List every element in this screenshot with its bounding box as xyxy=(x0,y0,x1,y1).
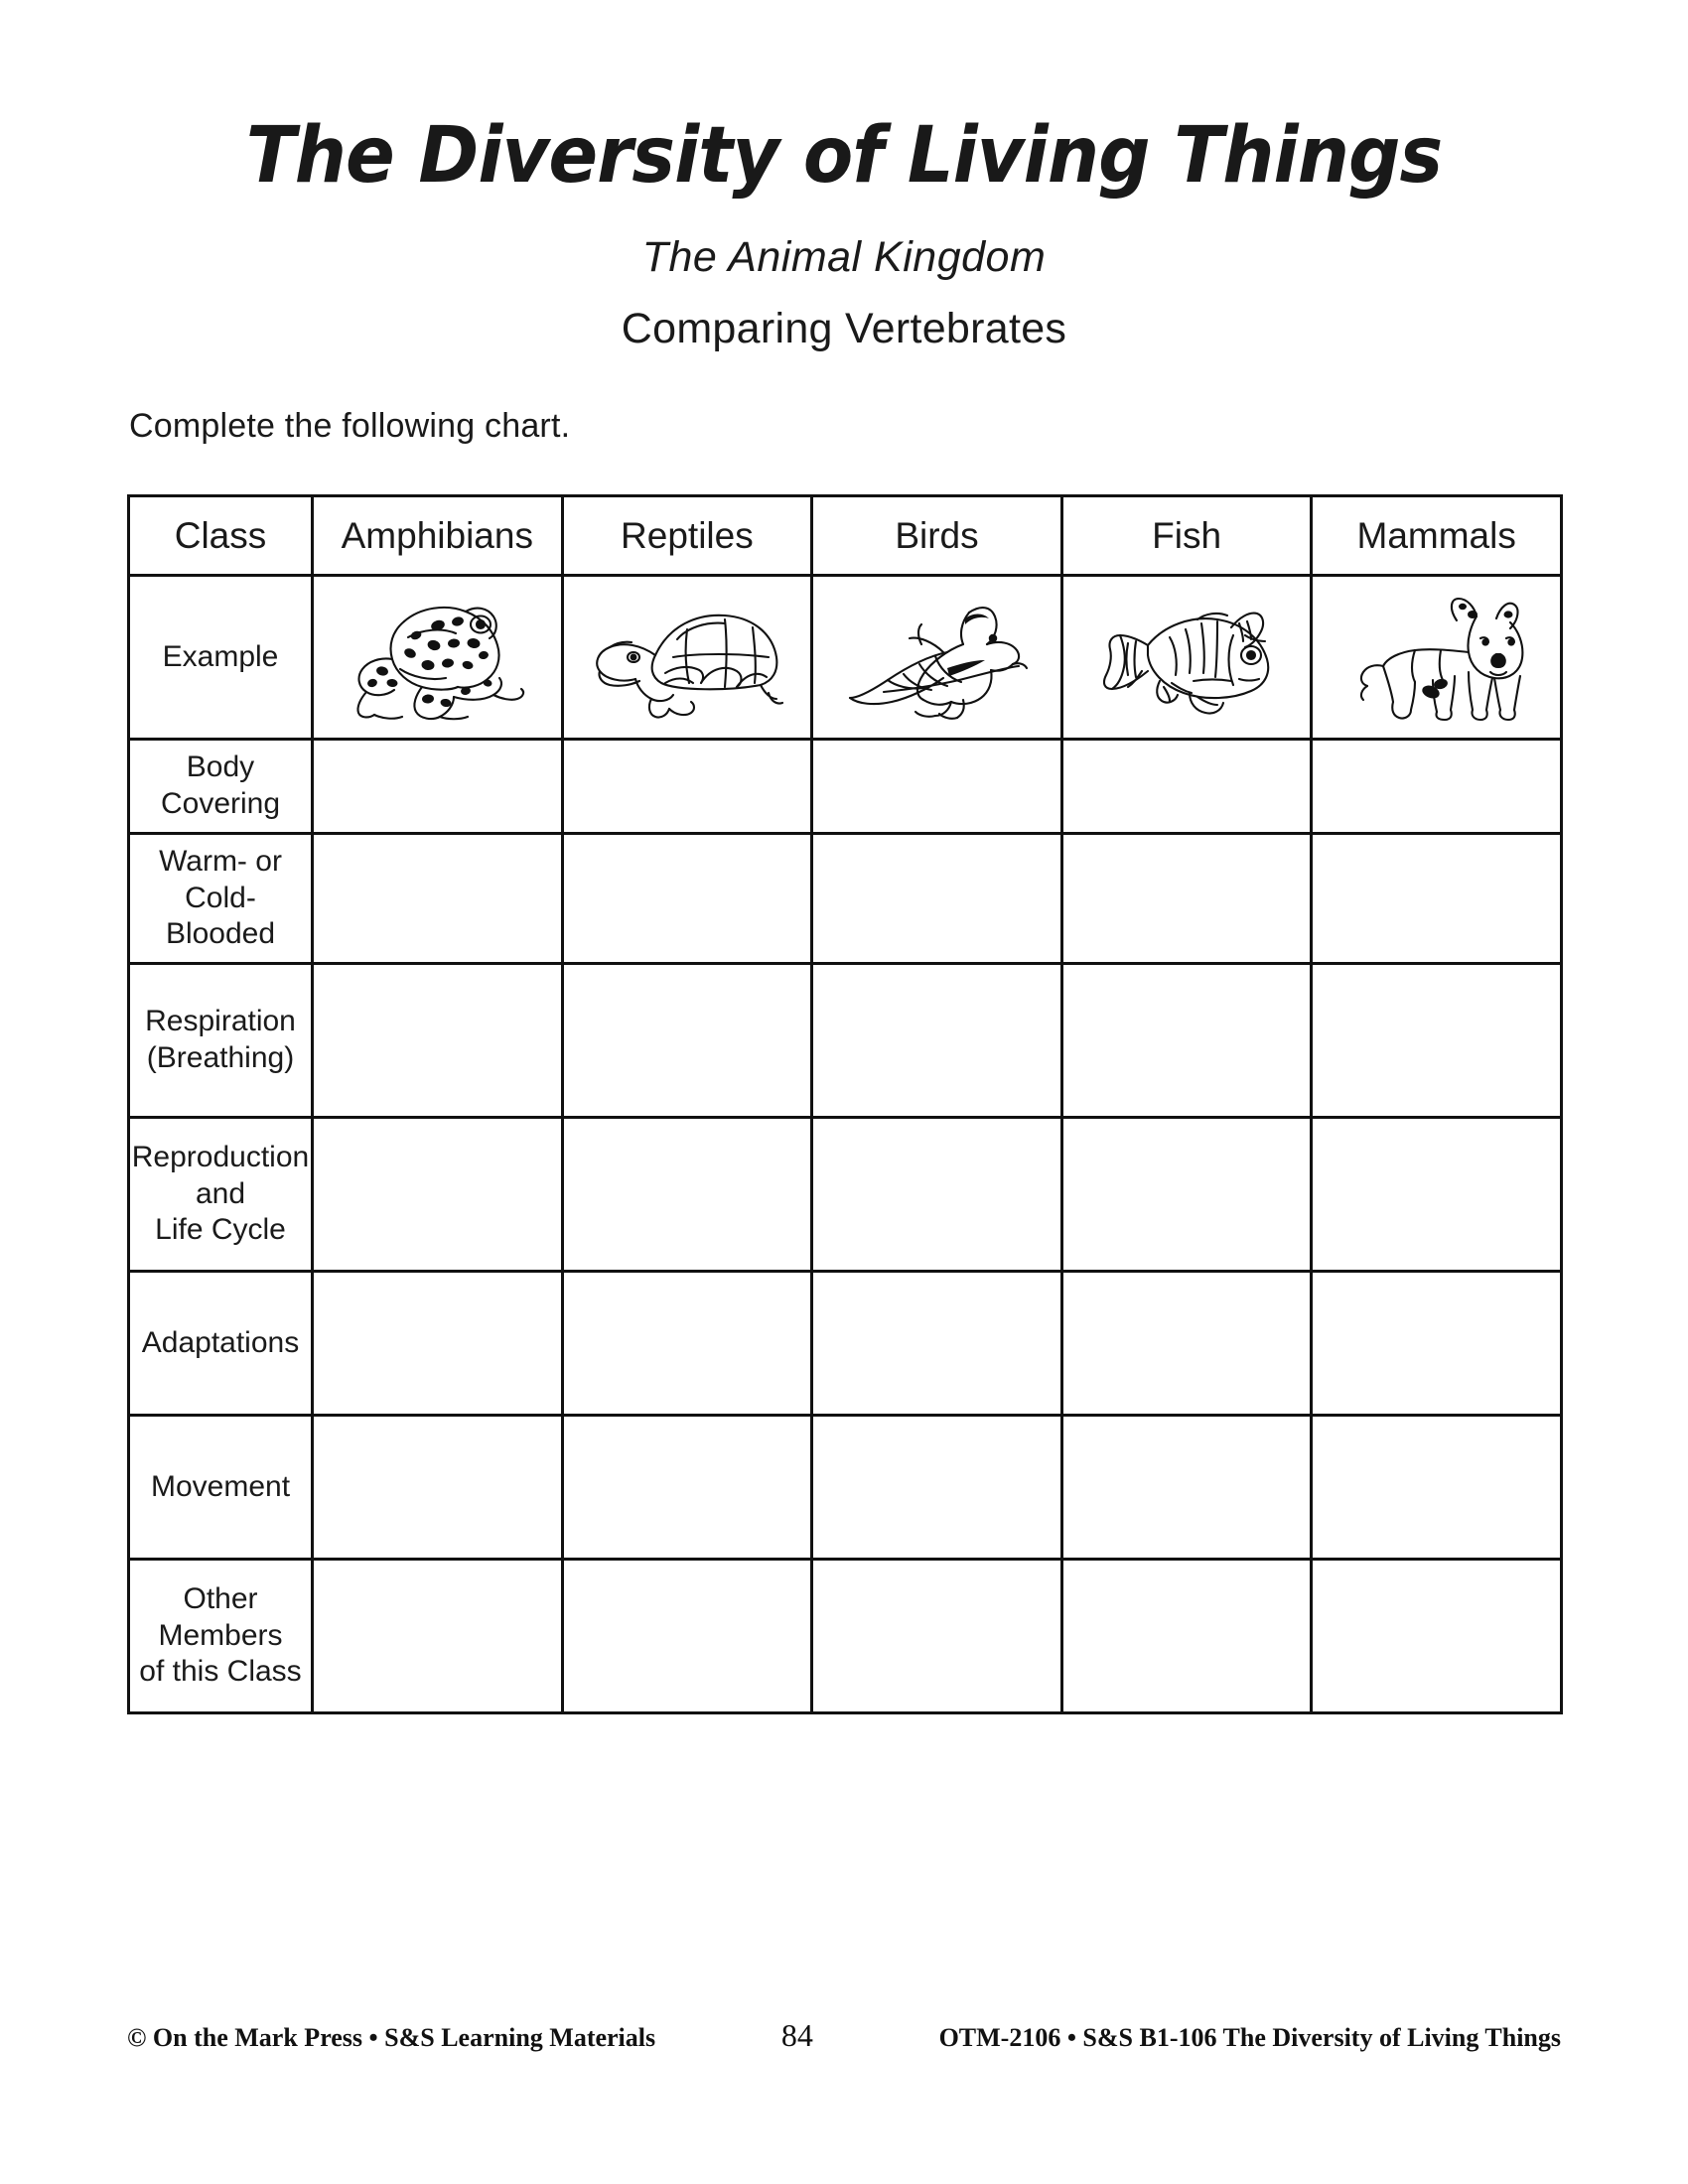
row-label-line: Covering xyxy=(160,787,281,820)
row-label-body-covering xyxy=(129,740,313,834)
cardinal-bird-illustration xyxy=(844,595,1029,720)
answer-cell-blooded-amphibians[interactable] xyxy=(313,834,563,964)
answer-cell-respiration-amphibians[interactable] xyxy=(313,964,563,1118)
answer-cell-blooded-mammals[interactable] xyxy=(1312,834,1562,964)
row-label-line: Warm- or xyxy=(159,844,282,878)
answer-cell-other-amphibians[interactable] xyxy=(313,1560,563,1713)
answer-cell-adaptations-amphibians[interactable] xyxy=(313,1272,563,1416)
answer-cell-blooded-fish[interactable] xyxy=(1061,834,1312,964)
row-label-reproduction xyxy=(129,1118,313,1272)
answer-cell-respiration-birds[interactable] xyxy=(812,964,1062,1118)
answer-cell-other-mammals[interactable] xyxy=(1312,1560,1562,1713)
answer-cell-adaptations-birds[interactable] xyxy=(812,1272,1062,1416)
answer-cell-movement-birds[interactable] xyxy=(812,1416,1062,1560)
row-label-line: and xyxy=(195,1176,246,1210)
comparing-vertebrates-table-wrap xyxy=(127,494,1560,1714)
header-class: Class xyxy=(129,496,313,576)
row-label-line: Blooded xyxy=(165,917,276,951)
table-row-movement xyxy=(129,1416,1562,1560)
footer-publisher: © On the Mark Press • S&S Learning Materials xyxy=(127,2023,656,2052)
answer-cell-movement-amphibians[interactable] xyxy=(313,1416,563,1560)
comparing-vertebrates-table xyxy=(127,494,1563,1714)
row-label-line: Other xyxy=(183,1581,258,1615)
table-row-reproduction xyxy=(129,1118,1562,1272)
answer-cell-movement-fish[interactable] xyxy=(1061,1416,1312,1560)
answer-cell-body-covering-mammals[interactable] xyxy=(1312,740,1562,834)
table-row-respiration xyxy=(129,964,1562,1118)
answer-cell-reproduction-mammals[interactable] xyxy=(1312,1118,1562,1272)
header-fish: Fish xyxy=(1061,496,1312,576)
row-label-blooded xyxy=(129,834,313,964)
answer-cell-respiration-mammals[interactable] xyxy=(1312,964,1562,1118)
row-label-line: Members xyxy=(158,1618,283,1652)
answer-cell-other-birds[interactable] xyxy=(812,1560,1062,1713)
header-birds: Birds xyxy=(812,496,1062,576)
cell-example-mammals xyxy=(1312,576,1562,740)
row-label-other-members xyxy=(129,1560,313,1713)
answer-cell-blooded-reptiles[interactable] xyxy=(562,834,812,964)
row-label-line: Reproduction xyxy=(131,1140,310,1173)
instruction-text: Complete the following chart. xyxy=(129,407,571,445)
cell-example-amphibians xyxy=(313,576,563,740)
page-title: The Diversity of Living Things xyxy=(245,111,1443,201)
answer-cell-respiration-reptiles[interactable] xyxy=(562,964,812,1118)
answer-cell-reproduction-fish[interactable] xyxy=(1061,1118,1312,1272)
answer-cell-blooded-birds[interactable] xyxy=(812,834,1062,964)
row-label-line: Respiration xyxy=(145,1005,296,1038)
row-label-line: of this Class xyxy=(139,1655,302,1689)
row-label-line: Cold- xyxy=(185,881,256,914)
cell-example-reptiles xyxy=(562,576,812,740)
answer-cell-other-reptiles[interactable] xyxy=(562,1560,812,1713)
header-reptiles: Reptiles xyxy=(562,496,812,576)
page-subtitle: The Animal Kingdom xyxy=(641,233,1047,281)
answer-cell-adaptations-fish[interactable] xyxy=(1061,1272,1312,1416)
answer-cell-respiration-fish[interactable] xyxy=(1061,964,1312,1118)
answer-cell-body-covering-reptiles[interactable] xyxy=(562,740,812,834)
table-row-example xyxy=(129,576,1562,740)
answer-cell-reproduction-birds[interactable] xyxy=(812,1118,1062,1272)
answer-cell-reproduction-amphibians[interactable] xyxy=(313,1118,563,1272)
table-row-blooded xyxy=(129,834,1562,964)
table-row-other-members xyxy=(129,1560,1562,1713)
page-footer xyxy=(127,2017,1561,2054)
fish-illustration xyxy=(1094,598,1279,717)
answer-cell-body-covering-birds[interactable] xyxy=(812,740,1062,834)
answer-cell-adaptations-reptiles[interactable] xyxy=(562,1272,812,1416)
table-row-adaptations xyxy=(129,1272,1562,1416)
answer-cell-adaptations-mammals[interactable] xyxy=(1312,1272,1562,1416)
turtle-illustration xyxy=(590,596,784,720)
header-amphibians: Amphibians xyxy=(313,496,563,576)
answer-cell-movement-reptiles[interactable] xyxy=(562,1416,812,1560)
page-section-title: Comparing Vertebrates xyxy=(621,305,1067,352)
cell-example-fish xyxy=(1061,576,1312,740)
dog-illustration xyxy=(1345,593,1528,722)
row-label-movement: Movement xyxy=(129,1416,313,1560)
row-label-line: Life Cycle xyxy=(155,1213,286,1247)
row-label-example: Example xyxy=(129,576,313,740)
row-label-line: (Breathing) xyxy=(146,1041,295,1074)
row-label-line: Body xyxy=(186,751,255,784)
footer-product-code: OTM-2106 • S&S B1-106 The Diversity of Living Things xyxy=(938,2023,1561,2052)
cell-example-birds xyxy=(812,576,1062,740)
row-label-respiration xyxy=(129,964,313,1118)
answer-cell-movement-mammals[interactable] xyxy=(1312,1416,1562,1560)
frog-illustration xyxy=(343,592,531,723)
answer-cell-body-covering-amphibians[interactable] xyxy=(313,740,563,834)
row-label-adaptations: Adaptations xyxy=(129,1272,313,1416)
table-header-row xyxy=(129,496,1562,576)
answer-cell-reproduction-reptiles[interactable] xyxy=(562,1118,812,1272)
footer-page-number: 84 xyxy=(780,2017,813,2053)
table-row-body-covering xyxy=(129,740,1562,834)
header-mammals: Mammals xyxy=(1312,496,1562,576)
answer-cell-body-covering-fish[interactable] xyxy=(1061,740,1312,834)
answer-cell-other-fish[interactable] xyxy=(1061,1560,1312,1713)
